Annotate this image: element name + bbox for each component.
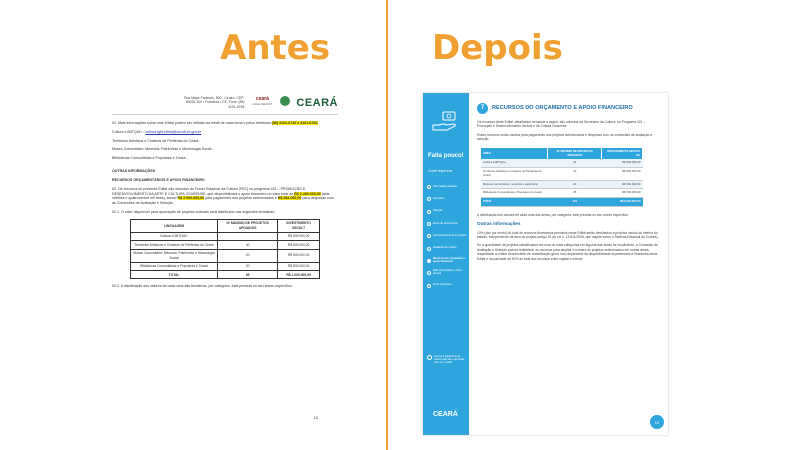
paragraph-usage: Esses recursos serão usados para pagamento aos projetos selecionados e despesas com as comissões de avaliação e seleção. (477, 132, 653, 142)
p52-highlight-projects: R$ 2.000.000,00 (177, 196, 205, 201)
subsection-title: Outras informações (477, 221, 521, 227)
table-cell: R$ 2.000.000,00 (278, 271, 320, 279)
heading-after: Depois (432, 28, 563, 68)
money-hand-icon (431, 111, 459, 133)
sidebar-item-label: Envio de documentos (433, 221, 458, 225)
budget-table-before (130, 219, 320, 280)
table-row (131, 249, 320, 262)
contact-line: Territórios Artísticos e Criativos de Periferias do Ceará - (112, 138, 201, 143)
table-cell: R$ 500.000,00 (601, 189, 642, 198)
table-cell: Museu Comunitário: Memória, Patrimônio e Museologia Social (131, 249, 218, 262)
table-header-row (131, 219, 320, 232)
step-dot-icon (427, 210, 431, 214)
table-cell: TOTAL (481, 198, 548, 207)
table-header: LINGUAGEM (131, 219, 218, 232)
table-row (131, 241, 320, 249)
table-cell: Cultura LGBTQIA+ (481, 159, 548, 167)
divider-line (386, 0, 388, 450)
p52-text-a: 52. Os recursos do presente Edital são oriundos do Fundo Estadual da Cultura (FEC) no programa 421 – PROMOÇÃO E DESENVOLVIMENTO DA ARTE E CULTURA CEARENSE, que disponibilizará o apoio financeiro no valor total de (112, 186, 306, 196)
sidebar (423, 93, 469, 435)
table-cell: 40 (218, 241, 278, 249)
step-dot-icon (427, 259, 431, 263)
sidebar-item-label: Ficha de acesso (433, 283, 452, 287)
address-text: Rua Major Facundo, 500 - Centro, CEP: 60025-100 • Fortaleza - CE, Fone: (85) 3101-6764 (184, 96, 245, 109)
table-cell: Bibliotecas Comunitárias e Populares do Ceará (481, 189, 548, 198)
sidebar-item[interactable] (427, 193, 467, 205)
table-cell: 25 (548, 189, 602, 198)
table-cell: 20 (218, 262, 278, 270)
paragraph-52 (112, 187, 338, 206)
contact-line (112, 130, 338, 135)
sidebar-item-label: Informações básicas (433, 184, 457, 188)
step-dot-icon (427, 197, 431, 201)
table-cell: Territórios Artísticos e Criativos de Periferias do Ceará (481, 168, 548, 181)
table-total-row (131, 271, 320, 279)
table-row (131, 232, 320, 240)
document-after (423, 93, 668, 435)
table-cell: R$ 500.000,00 (278, 249, 320, 262)
contact-line: Bibliotecas Comunitárias e Populares e Ceará - (112, 156, 188, 161)
sidebar-item[interactable] (427, 181, 467, 193)
table-header: Nº MÁXIMO DE PROJETOS APOIADOS (218, 219, 278, 232)
p51-phones: (85) 3101-6740 e 3101-6782. (271, 120, 319, 125)
table-cell: R$ 500.000,00 (601, 168, 642, 181)
table-cell: TOTAL (131, 271, 218, 279)
p51-text: 51. Mais informações sobre este Edital podem ser obtidas via email de cada tema e pelos telefones (112, 120, 271, 125)
table-cell: R$ 500.000,00 (278, 262, 320, 270)
sidebar-item-label: Acompanhamento do projeto (433, 233, 467, 237)
table-header: Nº MÁXIMO DE PROJETOS APOIADOS (548, 148, 602, 160)
sidebar-subtitle: Você está em: (428, 168, 454, 173)
table-row (481, 180, 643, 189)
table-cell: R$ 504.000,00 (601, 159, 642, 167)
sidebar-item[interactable] (427, 279, 467, 291)
table-row (131, 262, 320, 270)
section-title: RECURSOS DO ORÇAMENTO E APOIO FINANCEIRO (492, 105, 633, 112)
sidebar-footer (427, 355, 467, 364)
page-number: 13 (313, 414, 318, 420)
main-content (477, 103, 661, 265)
section-header (477, 103, 661, 114)
paragraph-redistribution: Se a quantidade de projetos classificados em uma ou mais categorias em alguma das áreas for insuficiente, a Comissão de Avaliação e Seleção poderá redistribuir os recursos para ampliar o número de projetos selecionados em outras áreas, respeitando a ordem decrescente de classificação geral. Isso dependerá da disponibilidade orçamentária e financeira deste Edital e da paridade de 50% do total dos recursos entre capital e interior. (477, 243, 658, 261)
sidebar-item[interactable] (427, 230, 467, 242)
table-cell: Territórios Artísticos e Criativos de Periferias do Ceará (131, 241, 218, 249)
paragraph-interior-quota: 10% (dez por cento) do total de recursos financeiros previstos neste Edital serão destinados a projetos vindos do interior do estado, independente da área do projeto (artigo 15 da Lei n. 13.811/2006, que dispõe sobre o Sistema Estadual da Cultura). (477, 230, 659, 239)
table-total-row (481, 198, 643, 207)
sidebar-item[interactable] (427, 242, 467, 254)
table-cell: Museus comunitários: memória e patrimônio (481, 180, 548, 189)
paragraph-51 (112, 121, 338, 126)
contact-label: Cultura LGBTQIA+ - (112, 129, 146, 134)
table-cell (218, 232, 278, 240)
step-dot-icon (427, 284, 431, 288)
table-cell: R$ 500.000,00 (278, 232, 320, 240)
sidebar-item-label: Mais informações e ficha técnica (433, 269, 462, 276)
step-dot-icon (427, 222, 431, 226)
budget-table-after (481, 148, 643, 207)
table-cell: Cultura LGBTQIA+ (131, 232, 218, 240)
table-cell: 101 (548, 198, 602, 207)
sidebar-item-label: Inscrições (433, 197, 445, 201)
sidebar-item-label: Recursos do orçamento e apoio financeiro (433, 257, 465, 263)
page-number-badge: 13 (650, 415, 664, 429)
sidebar-footer-text: Acesse a plataforma de cultura pelo site e aproveite para ver o edital (434, 355, 465, 364)
sidebar-item[interactable] (427, 206, 467, 218)
p52-text-c: para pagamento dos projetos selecionados e (205, 196, 277, 201)
secult-logo-text: ceará (255, 95, 269, 102)
document-before (102, 92, 348, 432)
paragraph-intro: Os recursos deste Edital, detalhados na tabela a seguir, são oriundos da Secretaria da Cultura, no Programa 421 – Promoção e Desenvolvimento da Arte e da Cultura Cearense. (477, 120, 646, 129)
table-row (481, 189, 643, 198)
p52-highlight-commissions: R$ 384.000,00 (277, 196, 302, 201)
section-other-info: OUTRAS INFORMAÇÕES (112, 169, 156, 174)
table-row (481, 159, 643, 167)
table-cell: 40 (548, 168, 602, 181)
sidebar-item-label: Seleção (433, 209, 443, 213)
p52-highlight-total: R$ 2.400.000,00 (294, 191, 321, 196)
sidebar-item[interactable] (427, 267, 467, 279)
secult-logo-sub: cultura SECULT (252, 101, 273, 106)
table-header: ÁREA (481, 148, 548, 160)
secult-logo (250, 96, 274, 106)
table-cell: 34 (548, 159, 602, 167)
p52-text-d: para despesas com as Comissões de Avaliação e Seleção. (112, 196, 334, 206)
p52-text-b: (dois milhões e quatrocentos mil reais), sendo (112, 191, 330, 201)
contact-email-link[interactable]: cultura.lgbt.edital@secult.ce.gov.br (145, 129, 202, 134)
info-icon (427, 355, 432, 360)
step-dot-icon (427, 247, 431, 251)
table-cell: Bibliotecas Comunitárias e Populares e Ceará (131, 262, 218, 270)
table-row (481, 168, 643, 181)
ceara-logo: CEARÁ (433, 411, 458, 418)
table-cell: R$ 500.000,00 (278, 241, 320, 249)
table-cell: 20 (218, 249, 278, 262)
heading-before: Antes (220, 28, 331, 68)
table-cell: R$ 500.000,00 (601, 180, 642, 189)
table-header: INVESTIMENTO SECULT (278, 219, 320, 232)
table-cell: 20 (548, 180, 602, 189)
paragraph-521: 52.1. O valor disponível para aprovação de projetos culturais será distribuído nas seguintes temáticas: (112, 210, 276, 215)
section-budget: RECURSOS ORÇAMENTÁRIOS E APOIO FINANCEIRO (112, 177, 205, 182)
state-seal-icon (280, 96, 290, 106)
step-dot-icon (427, 234, 431, 238)
section-number-badge: 7 (477, 103, 488, 114)
sidebar-item[interactable] (427, 218, 467, 230)
letterhead (112, 96, 338, 115)
sidebar-item-label: Avaliação do projeto (433, 246, 457, 250)
paragraph-522: 52.2. A distribuição dos valores de cada uma das temáticas, por categoria, está prevista no seu anexo específico. (112, 284, 293, 289)
table-header: INVESTIMENTO SECULT CE (601, 148, 642, 160)
contact-line: Museu Comunitário: Memória, Patrimônio e Museologia Social - (112, 147, 214, 152)
sidebar-title: Falta pouco! (428, 153, 464, 159)
paragraph-distribution: A distribuição dos valores de cada uma das áreas, por categoria, está prevista no seu anexo específico. (477, 212, 629, 217)
sidebar-item-active[interactable] (427, 255, 467, 267)
step-dot-icon (427, 185, 431, 189)
table-header-row (481, 148, 643, 160)
step-dot-icon (427, 271, 431, 275)
sidebar-nav (427, 181, 467, 292)
state-logo: CEARÁ (296, 97, 338, 109)
table-cell: 95 (218, 271, 278, 279)
table-cell: R$ 2.004.000,00 (601, 198, 642, 207)
